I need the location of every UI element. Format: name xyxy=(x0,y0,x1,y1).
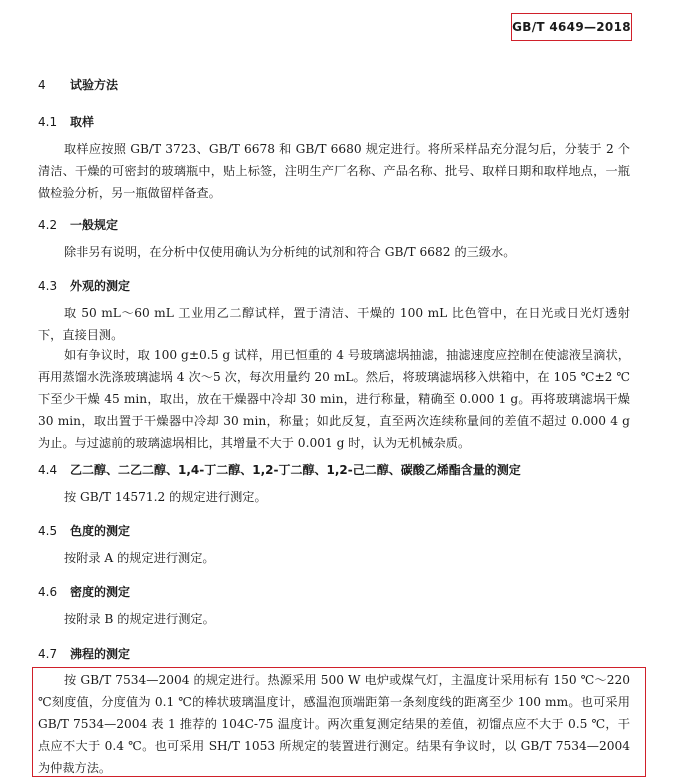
section-title: 一般规定 xyxy=(70,218,119,232)
section-title: 试验方法 xyxy=(70,78,119,92)
section-4-4-text: 按 GB/T 14571.2 的规定进行测定。 xyxy=(64,490,267,504)
section-4-6-heading xyxy=(38,583,130,600)
section-title: 取样 xyxy=(70,115,95,129)
section-4-5-heading xyxy=(38,522,130,539)
section-4-1-heading xyxy=(38,113,94,130)
section-4-7-heading xyxy=(38,645,130,662)
section-number: 4.3 xyxy=(38,279,58,293)
section-4-2-heading xyxy=(38,216,118,233)
section-number: 4.6 xyxy=(38,585,58,599)
section-title: 沸程的测定 xyxy=(70,647,131,661)
section-4-3-heading xyxy=(38,277,130,294)
section-4-4-heading xyxy=(38,461,521,478)
section-4-1-text: 取样应按照 GB/T 3723、GB/T 6678 和 GB/T 6680 规定进行。将所采样品充分混匀后，分装于 2 个清洁、干燥的可密封的玻璃瓶中，贴上标签，注明生产厂名称、产品名称、批号、取样日期和取样地点，一瓶做检验分析，另一瓶做留样备查。 xyxy=(38,142,630,200)
section-4-7-text: 按 GB/T 7534—2004 的规定进行。热源采用 500 W 电炉或煤气灯，主温度计采用标有 150 ℃～220 ℃刻度值，分度值为 0.1 ℃的棒状玻璃温度计，感温泡顶端距第一条刻度线的距离至少 100 mm。也可采用 GB/T 7534—2004 表 1 推荐的 104C-75 温度计。两次重复测定结果的差值，初馏点应不大于 0.5 ℃，干点应不大于 0.4 ℃。也可采用 SH/T 1053 所规定的装置进行测定。结果有争议时，以 GB/T 7534—2004 为仲裁方法。 xyxy=(38,673,630,775)
section-title: 密度的测定 xyxy=(70,585,131,599)
section-4-6-text: 按附录 B 的规定进行测定。 xyxy=(64,612,215,626)
section-4-5-text: 按附录 A 的规定进行测定。 xyxy=(64,551,215,565)
section-number: 4.4 xyxy=(38,463,58,477)
section-title: 乙二醇、二乙二醇、1,4-丁二醇、1,2-丁二醇、1,2-己二醇、碳酸乙烯酯含量的测定 xyxy=(70,463,521,477)
section-4-3-text-2: 如有争议时，取 100 g±0.5 g 试样，用已恒重的 4 号玻璃滤埚抽滤，抽滤速度应控制在使滤液呈滴状，再用蒸馏水洗涤玻璃滤埚 4 次～5 次，每次用量约 20 mL。然后，将玻璃滤埚移入烘箱中，在 105 ℃±2 ℃下至少干燥 45 min，取出，放在干燥器中冷却 30 min，进行称量，精确至 0.000 1 g。再将玻璃滤埚干燥 30 min，取出置于干燥器中冷却 30 min，称量；如此反复，直至两次连续称量间的差值不超过 0.000 4 g 为止。与过滤前的玻璃滤埚相比，其增量不大于 0.001 g 时，认为无机械杂质。 xyxy=(38,348,630,450)
section-number: 4.1 xyxy=(38,115,58,129)
section-4-heading xyxy=(38,76,118,93)
section-number: 4.5 xyxy=(38,524,58,538)
standard-number-box xyxy=(511,13,632,41)
section-number: 4 xyxy=(38,78,46,92)
section-4-2-text: 除非另有说明，在分析中仅使用确认为分析纯的试剂和符合 GB/T 6682 的三级水。 xyxy=(64,245,516,259)
section-title: 外观的测定 xyxy=(70,279,131,293)
section-title: 色度的测定 xyxy=(70,524,131,538)
section-number: 4.2 xyxy=(38,218,58,232)
standard-number: GB/T 4649—2018 xyxy=(512,20,631,34)
section-number: 4.7 xyxy=(38,647,58,661)
section-4-3-text-1: 取 50 mL～60 mL 工业用乙二醇试样，置于清洁、干燥的 100 mL 比色管中，在日光或日光灯透射下，直接目测。 xyxy=(38,306,630,342)
